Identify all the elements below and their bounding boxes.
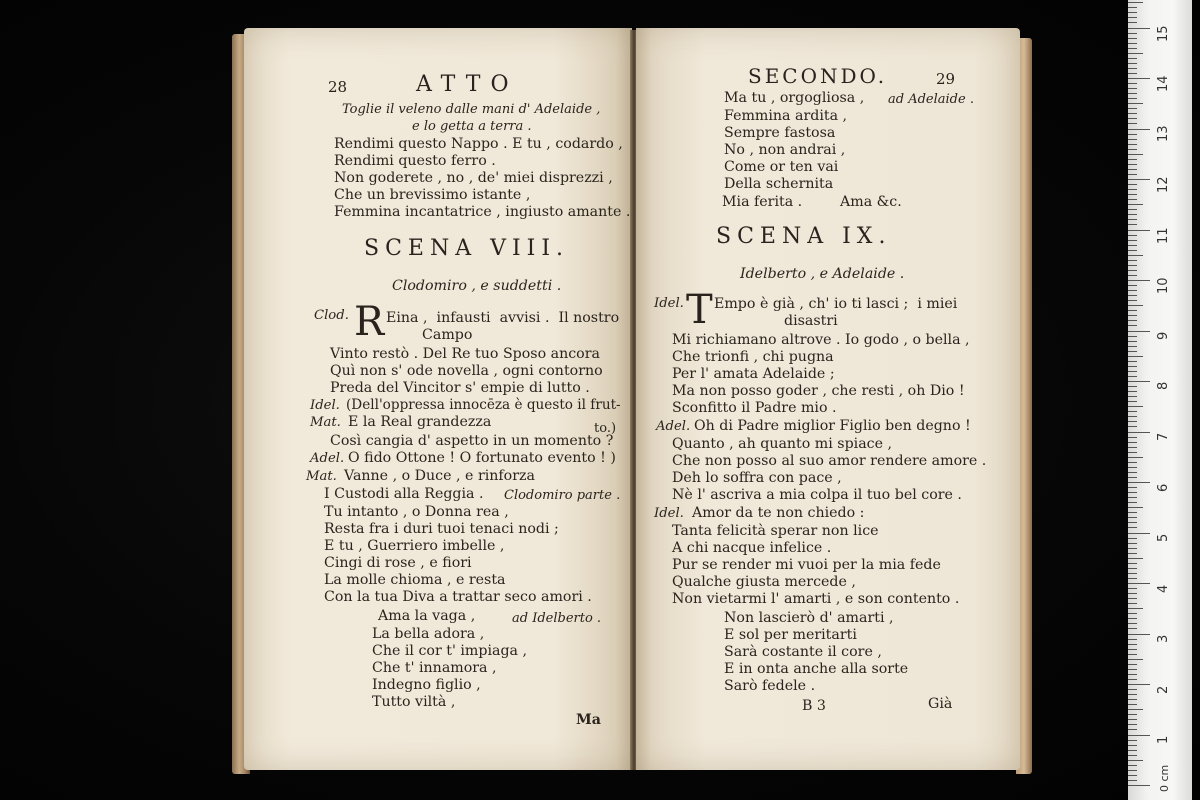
- verse-line: Amor da te non chiedo :: [692, 505, 865, 521]
- ruler-tick: [1128, 320, 1137, 321]
- ruler-tick: [1128, 644, 1137, 645]
- ruler-tick: [1128, 159, 1137, 160]
- ruler-tick: [1128, 527, 1137, 528]
- verse-line: Campo: [422, 327, 473, 343]
- speaker-label: Clod.: [314, 308, 349, 323]
- ruler-tick: [1128, 492, 1137, 493]
- verse-line: Tu intanto , o Donna rea ,: [324, 504, 509, 520]
- stage-direction: ad Idelberto .: [512, 611, 602, 626]
- aria-line: Ama la vaga ,: [378, 608, 476, 624]
- verse-line: Come or ten vai: [724, 159, 839, 175]
- ruler-tick: [1128, 649, 1137, 650]
- verse-line: Per l' amata Adelaide ;: [672, 366, 835, 382]
- ruler-number: 10: [1156, 277, 1171, 294]
- ruler-tick: [1128, 780, 1137, 781]
- ruler-tick: [1128, 194, 1137, 195]
- ruler-tick: [1128, 386, 1137, 387]
- signature-mark: B 3: [802, 698, 826, 714]
- ruler-tick: [1128, 442, 1137, 443]
- ruler-tick: [1128, 2, 1143, 3]
- ruler-tick: [1128, 260, 1137, 261]
- verse-line: Rendimi questo Nappo . E tu , codardo ,: [334, 136, 623, 152]
- ruler-tick: [1128, 22, 1137, 23]
- verse-line: Quì non s' ode novella , ogni contorno: [330, 363, 603, 379]
- aria-line: E in onta anche alla sorte: [724, 661, 909, 677]
- ruler-tick: [1128, 472, 1137, 473]
- verse-block: [324, 504, 592, 606]
- running-head: ATTO: [416, 72, 519, 97]
- ruler-tick: [1128, 315, 1137, 316]
- ruler-tick: [1128, 235, 1137, 236]
- verse-line: Vinto restò . Del Re tuo Sposo ancora: [330, 346, 600, 362]
- ruler-tick: [1128, 755, 1137, 756]
- verse-line: Della schernita: [724, 176, 834, 192]
- ruler-tick: [1128, 376, 1137, 377]
- measuring-ruler: [1128, 0, 1192, 800]
- aria-line: Tutto viltà ,: [372, 694, 456, 710]
- ruler-number: 3: [1156, 634, 1171, 643]
- ruler-tick: [1128, 401, 1137, 402]
- verse-line: O fido Ottone ! O fortunato evento ! ): [348, 450, 616, 466]
- ruler-tick: [1128, 583, 1150, 584]
- ruler-tick: [1128, 709, 1143, 710]
- ruler-number: 1: [1156, 735, 1171, 744]
- ruler-tick: [1128, 48, 1137, 49]
- aria-line: Indegno figlio ,: [372, 677, 481, 693]
- ruler-tick: [1128, 78, 1150, 79]
- verse-line: No , non andrai ,: [724, 142, 846, 158]
- ruler-number: 4: [1156, 584, 1171, 593]
- ruler-tick: [1128, 300, 1137, 301]
- ruler-tick: [1128, 17, 1137, 18]
- ruler-tick: [1128, 7, 1137, 8]
- ruler-tick: [1128, 522, 1137, 523]
- ruler-number: 7: [1156, 432, 1171, 441]
- verse-block: [724, 108, 847, 193]
- ruler-tick: [1128, 411, 1137, 412]
- verse-line: Non goderete , no , de' miei disprezzi ,: [334, 170, 613, 186]
- aria-block: [372, 626, 527, 711]
- ruler-tick: [1128, 275, 1137, 276]
- ruler-tick: [1128, 568, 1137, 569]
- ruler-tick: [1128, 457, 1143, 458]
- ruler-tick: [1128, 310, 1137, 311]
- ruler-tick: [1128, 118, 1137, 119]
- ruler-tick: [1128, 447, 1137, 448]
- aria-line: E sol per meritarti: [724, 627, 857, 643]
- verse-line: Resta fra i duri tuoi tenaci nodi ;: [324, 521, 559, 537]
- ruler-tick: [1128, 134, 1137, 135]
- ruler-tick: [1128, 487, 1137, 488]
- ruler-tick: [1128, 184, 1137, 185]
- scene-title: SCENA IX.: [716, 224, 892, 249]
- verse-line: Qualche giusta mercede ,: [672, 574, 856, 590]
- ruler-tick: [1128, 285, 1137, 286]
- verse-line: Non vietarmi l' amarti , e son contento .: [672, 591, 960, 607]
- verse-line: Mi richiamano altrove . Io godo , o bella ,: [672, 332, 970, 348]
- ruler-number: 8: [1156, 381, 1171, 390]
- ruler-tick: [1128, 750, 1137, 751]
- verse-line: (Dell'oppressa innocēza è questo il frut-: [346, 397, 621, 413]
- catchword: Ma: [576, 712, 601, 728]
- left-page: [244, 28, 632, 770]
- ruler-tick: [1128, 694, 1137, 695]
- ruler-tick: [1128, 512, 1137, 513]
- ruler-tick: [1128, 139, 1137, 140]
- verse-block: [672, 332, 970, 417]
- verse-line: Rendimi questo ferro .: [334, 153, 496, 169]
- ruler-tick: [1128, 391, 1137, 392]
- verse-line: Sconfitto il Padre mio .: [672, 400, 837, 416]
- ruler-tick: [1128, 674, 1137, 675]
- verse-line: Così cangia d' aspetto in un momento ?: [330, 433, 614, 449]
- verse-line: Tanta felicità sperar non lice: [672, 523, 879, 539]
- verse-line: Cingi di rose , e fiori: [324, 555, 472, 571]
- ruler-number: 11: [1156, 227, 1171, 244]
- ruler-tick: [1128, 740, 1137, 741]
- ruler-tick: [1128, 290, 1137, 291]
- drop-cap: R: [354, 299, 385, 345]
- verse-line: Vanne , o Duce , e rinforza: [344, 468, 535, 484]
- ruler-tick: [1128, 608, 1143, 609]
- ruler-tick: [1128, 154, 1143, 155]
- right-page: [636, 28, 1020, 770]
- ruler-tick: [1128, 598, 1137, 599]
- ruler-tick: [1128, 98, 1137, 99]
- ruler-tick: [1128, 325, 1137, 326]
- ruler-tick: [1128, 502, 1137, 503]
- stage-direction: ad Adelaide .: [888, 92, 974, 107]
- ruler-tick: [1128, 538, 1137, 539]
- ruler-tick: [1128, 664, 1137, 665]
- ruler-tick: [1128, 295, 1137, 296]
- ruler-tick: [1128, 553, 1137, 554]
- ruler-tick: [1128, 58, 1137, 59]
- verse-line: Mia ferita .: [722, 194, 803, 210]
- ruler-tick: [1128, 219, 1137, 220]
- ruler-tick: [1128, 421, 1137, 422]
- ruler-tick: [1128, 704, 1137, 705]
- ruler-tick: [1128, 563, 1137, 564]
- ruler-tick: [1128, 28, 1150, 29]
- ruler-tick: [1128, 588, 1137, 589]
- ruler-tick: [1128, 255, 1143, 256]
- ruler-tick: [1128, 280, 1150, 281]
- speaker-label: Mat.: [306, 469, 337, 484]
- verse-line: Femmina incantatrice , ingiusto amante .: [334, 204, 631, 220]
- verse-line: Quanto , ah quanto mi spiace ,: [672, 436, 893, 452]
- ruler-tick: [1128, 38, 1137, 39]
- ruler-tick: [1128, 169, 1137, 170]
- ruler-tick: [1128, 88, 1137, 89]
- ruler-tick: [1128, 204, 1143, 205]
- ruler-tick: [1128, 336, 1137, 337]
- ruler-tick: [1128, 745, 1137, 746]
- ruler-tick: [1128, 164, 1137, 165]
- verse-line: Preda del Vincitor s' empie di lutto .: [330, 380, 590, 396]
- ruler-tick: [1128, 770, 1137, 771]
- ruler-tick: [1128, 209, 1137, 210]
- aria-block: [724, 610, 908, 695]
- ruler-tick: [1128, 467, 1137, 468]
- verse-line: Con la tua Diva a trattar seco amori .: [324, 589, 592, 605]
- speaker-label: Adel.: [310, 451, 345, 466]
- ruler-tick: [1128, 144, 1137, 145]
- ruler-tick: [1128, 331, 1150, 332]
- stage-direction: Clodomiro parte .: [504, 488, 621, 503]
- ruler-tick: [1128, 578, 1137, 579]
- verse-line: Oh di Padre miglior Figlio ben degno !: [694, 418, 971, 434]
- open-book: [232, 24, 1032, 780]
- ruler-number: 6: [1156, 483, 1171, 492]
- ruler-tick: [1128, 366, 1137, 367]
- verse-line: La molle chioma , e resta: [324, 572, 506, 588]
- verse-line: Che non posso al suo amor rendere amore .: [672, 453, 987, 469]
- verse-line: I Custodi alla Reggia .: [324, 486, 484, 502]
- ruler-tick: [1128, 270, 1137, 271]
- stage-direction: e lo getta a terra .: [412, 119, 532, 134]
- ruler-number: 9: [1156, 331, 1171, 340]
- ruler-tick: [1128, 12, 1137, 13]
- ruler-tick: [1128, 224, 1137, 225]
- ruler-number: 14: [1156, 75, 1171, 92]
- ruler-tick: [1128, 618, 1137, 619]
- scene-characters: Clodomiro , e suddetti .: [392, 278, 562, 294]
- ruler-tick: [1128, 477, 1137, 478]
- ruler-tick: [1128, 265, 1137, 266]
- ruler-tick: [1128, 356, 1143, 357]
- ruler-tick: [1128, 729, 1137, 730]
- ruler-tick: [1128, 437, 1137, 438]
- ruler-tick: [1128, 659, 1143, 660]
- ruler-tick: [1128, 93, 1137, 94]
- ruler-tick: [1128, 462, 1137, 463]
- verse-line: E tu , Guerriero imbelle ,: [324, 538, 505, 554]
- ruler-tick: [1128, 735, 1150, 736]
- ruler-tick: [1128, 361, 1137, 362]
- ruler-tick: [1128, 765, 1137, 766]
- ruler-number: 15: [1156, 25, 1171, 42]
- ruler-tick: [1128, 245, 1137, 246]
- ruler-tick: [1128, 149, 1137, 150]
- speaker-label: Adel.: [656, 419, 691, 434]
- ruler-tick: [1128, 507, 1143, 508]
- ruler-tick: [1128, 113, 1137, 114]
- ruler-tick: [1128, 240, 1137, 241]
- ruler-tick: [1128, 179, 1150, 180]
- aria-line: Che t' innamora ,: [372, 660, 497, 676]
- ruler-tick: [1128, 214, 1137, 215]
- ruler-number: 5: [1156, 533, 1171, 542]
- ruler-tick: [1128, 83, 1137, 84]
- scene-title: SCENA VIII.: [364, 236, 570, 261]
- ruler-tick: [1128, 714, 1137, 715]
- verse-line: Sempre fastosa: [724, 125, 836, 141]
- verse-line: Ma tu , orgogliosa ,: [724, 90, 865, 106]
- aria-line: Che il cor t' impiaga ,: [372, 643, 528, 659]
- drop-cap: T: [686, 287, 713, 333]
- ruler-tick: [1128, 533, 1150, 534]
- ruler-tick: [1128, 689, 1137, 690]
- verse-line: E la Real grandezza: [348, 414, 492, 430]
- ruler-tick: [1128, 558, 1143, 559]
- ruler-tick: [1128, 639, 1137, 640]
- ruler-tick: [1128, 53, 1143, 54]
- ruler-tick: [1128, 623, 1137, 624]
- ruler-tick: [1128, 724, 1137, 725]
- verse-line: Che un brevissimo istante ,: [334, 187, 531, 203]
- verse-block: [334, 136, 630, 221]
- ruler-tick: [1128, 517, 1137, 518]
- verse-line: Che trionfi , chi pugna: [672, 349, 834, 365]
- aria-line: Non lascierò d' amarti ,: [724, 610, 894, 626]
- ruler-tick: [1128, 775, 1137, 776]
- ruler-tick: [1128, 669, 1137, 670]
- ruler-tick: [1128, 406, 1143, 407]
- ruler-tick: [1128, 230, 1150, 231]
- ruler-tick: [1128, 679, 1137, 680]
- ruler-tick: [1128, 381, 1150, 382]
- ruler-tick: [1128, 63, 1137, 64]
- ruler-tick: [1128, 432, 1150, 433]
- ruler-tick: [1128, 482, 1150, 483]
- verse-line: Pur se render mi vuoi per la mia fede: [672, 557, 941, 573]
- ruler-tick: [1128, 603, 1137, 604]
- verse-line: to.): [594, 421, 617, 436]
- verse-line: Nè l' ascriva a mia colpa il tuo bel core .: [672, 487, 962, 503]
- page-number: 28: [328, 78, 348, 96]
- ruler-tick: [1128, 416, 1137, 417]
- ruler-tick: [1128, 593, 1137, 594]
- ruler-number: 12: [1156, 176, 1171, 193]
- ruler-tick: [1128, 129, 1150, 130]
- ruler-tick: [1128, 396, 1137, 397]
- ruler-tick: [1128, 684, 1150, 685]
- ruler-tick: [1128, 68, 1137, 69]
- catchword: Già: [928, 696, 953, 712]
- ruler-tick: [1128, 371, 1137, 372]
- ruler-tick: [1128, 452, 1137, 453]
- ruler-tick: [1128, 543, 1137, 544]
- verse-block: [330, 346, 603, 397]
- ruler-tick: [1128, 250, 1137, 251]
- aria-line: Sarà costante il core ,: [724, 644, 882, 660]
- verse-line: Ama &c.: [840, 194, 902, 210]
- ruler-number: 13: [1156, 125, 1171, 142]
- verse-line: Eina , infausti avvisi . Il nostro: [386, 310, 620, 326]
- ruler-tick: [1128, 654, 1137, 655]
- ruler-tick: [1128, 634, 1150, 635]
- speaker-label: Idel.: [310, 398, 340, 413]
- stage-direction: Toglie il veleno dalle mani d' Adelaide ,: [342, 102, 601, 117]
- aria-line: Sarò fedele .: [724, 678, 816, 694]
- verse-line: A chi nacque infelice .: [672, 540, 832, 556]
- speaker-label: Idel.: [654, 506, 684, 521]
- running-head: SECONDO.: [748, 64, 888, 88]
- scene-characters: Idelberto , e Adelaide .: [740, 266, 905, 282]
- page-number: 29: [936, 70, 956, 88]
- aria-line: La bella adora ,: [372, 626, 485, 642]
- ruler-tick: [1128, 426, 1137, 427]
- ruler-tick: [1128, 73, 1137, 74]
- ruler-tick: [1128, 628, 1137, 629]
- ruler-tick: [1128, 548, 1137, 549]
- verse-block: [672, 436, 986, 504]
- ruler-unit: 0 cm: [1158, 764, 1171, 792]
- verse-line: Ma non posso goder , che resti , oh Dio !: [672, 383, 965, 399]
- ruler-tick: [1128, 497, 1137, 498]
- ruler-number: 2: [1156, 685, 1171, 694]
- ruler-tick: [1128, 103, 1143, 104]
- ruler-tick: [1128, 43, 1137, 44]
- ruler-tick: [1128, 573, 1137, 574]
- speaker-label: Idel.: [654, 296, 684, 311]
- verse-block: [672, 523, 959, 608]
- speaker-label: Mat.: [310, 415, 341, 430]
- ruler-tick: [1128, 33, 1137, 34]
- ruler-tick: [1128, 719, 1137, 720]
- ruler-tick: [1128, 699, 1137, 700]
- verse-line: disastri: [784, 313, 838, 329]
- ruler-tick: [1128, 305, 1143, 306]
- verse-line: Empo è già , ch' io ti lasci ; i miei: [714, 296, 958, 312]
- ruler-tick: [1128, 346, 1137, 347]
- ruler-tick: [1128, 613, 1137, 614]
- ruler-tick: [1128, 760, 1143, 761]
- verse-line: Femmina ardita ,: [724, 108, 848, 124]
- ruler-tick: [1128, 351, 1137, 352]
- ruler-tick: [1128, 189, 1137, 190]
- ruler-tick: [1128, 123, 1137, 124]
- ruler-tick: [1128, 199, 1137, 200]
- ruler-tick: [1128, 174, 1137, 175]
- ruler-tick: [1128, 108, 1137, 109]
- verse-line: Deh lo soffra con pace ,: [672, 470, 842, 486]
- ruler-tick: [1128, 341, 1137, 342]
- ruler-tick: [1128, 785, 1150, 786]
